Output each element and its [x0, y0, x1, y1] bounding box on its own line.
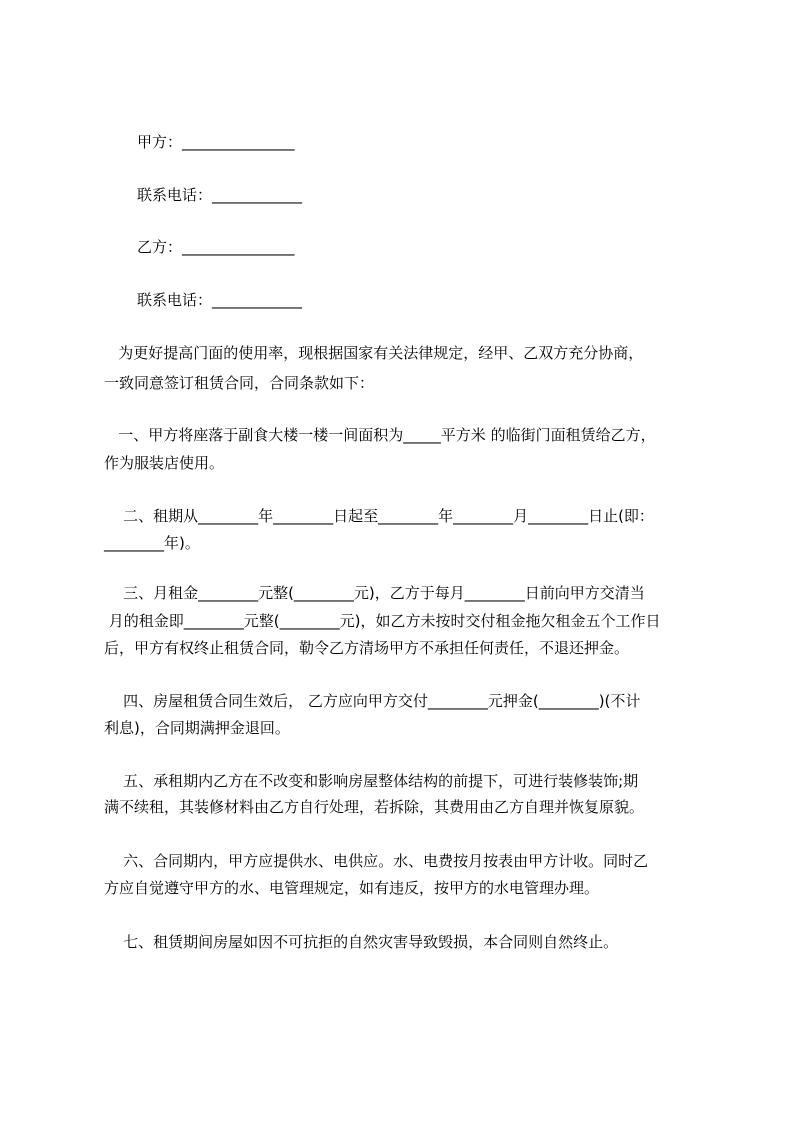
clause-line: 满不续租，其装修材料由乙方自行处理，若拆除，其费用由乙方自理并恢复原貌。 [104, 798, 645, 816]
clause-line: 月的租金即________元整(________元)，如乙方未按时交付租金拖欠租金五个工作日 [104, 612, 661, 630]
clause-line: 四、房屋租赁合同生效后， 乙方应向甲方交付________元押金(________)(不计 [104, 692, 641, 710]
intro-line: 一致同意签订租赁合同，合同条款如下： [104, 374, 375, 392]
clause-line: 作为服装店使用。 [104, 454, 225, 472]
clause-line: 六、合同期内，甲方应提供水、电供应。水、电费按月按表由甲方计收。同时乙 [104, 852, 649, 870]
intro-line: 为更好提高门面的使用率，现根据国家有关法律规定，经甲、乙双方充分协商， [104, 344, 644, 362]
clause-line: 后，甲方有权终止租赁合同，勒令乙方清场甲方不承担任何责任，不退还押金。 [104, 639, 630, 657]
clause-line: 三、月租金________元整(________元)，乙方于每月________日前向甲方交清当 [104, 584, 645, 602]
clause-line: 二、租期从________年________日起至________年________月________日止(即： [104, 507, 654, 525]
clause-line: 一、甲方将座落于副食大楼一楼一间面积为_____平方米 的临街门面租赁给乙方， [104, 426, 656, 444]
clause-line: 七、租赁期间房屋如因不可抗拒的自然灾害导致毁损，本合同则自然终止。 [104, 933, 619, 951]
party-a-phone-line: 联系电话：____________ [137, 186, 303, 204]
party-a-line: 甲方：_______________ [137, 133, 295, 151]
clause-line: 利息)，合同期满押金退回。 [104, 719, 290, 737]
clause-line: ________年)。 [104, 534, 200, 552]
clause-line: 方应自觉遵守甲方的水、电管理规定，如有违反，按甲方的水电管理办理。 [104, 879, 600, 897]
party-b-line: 乙方：_______________ [137, 238, 295, 256]
party-b-phone-line: 联系电话：____________ [137, 291, 303, 309]
clause-line: 五、承租期内乙方在不改变和影响房屋整体结构的前提下，可进行装修装饰;期 [104, 772, 639, 790]
